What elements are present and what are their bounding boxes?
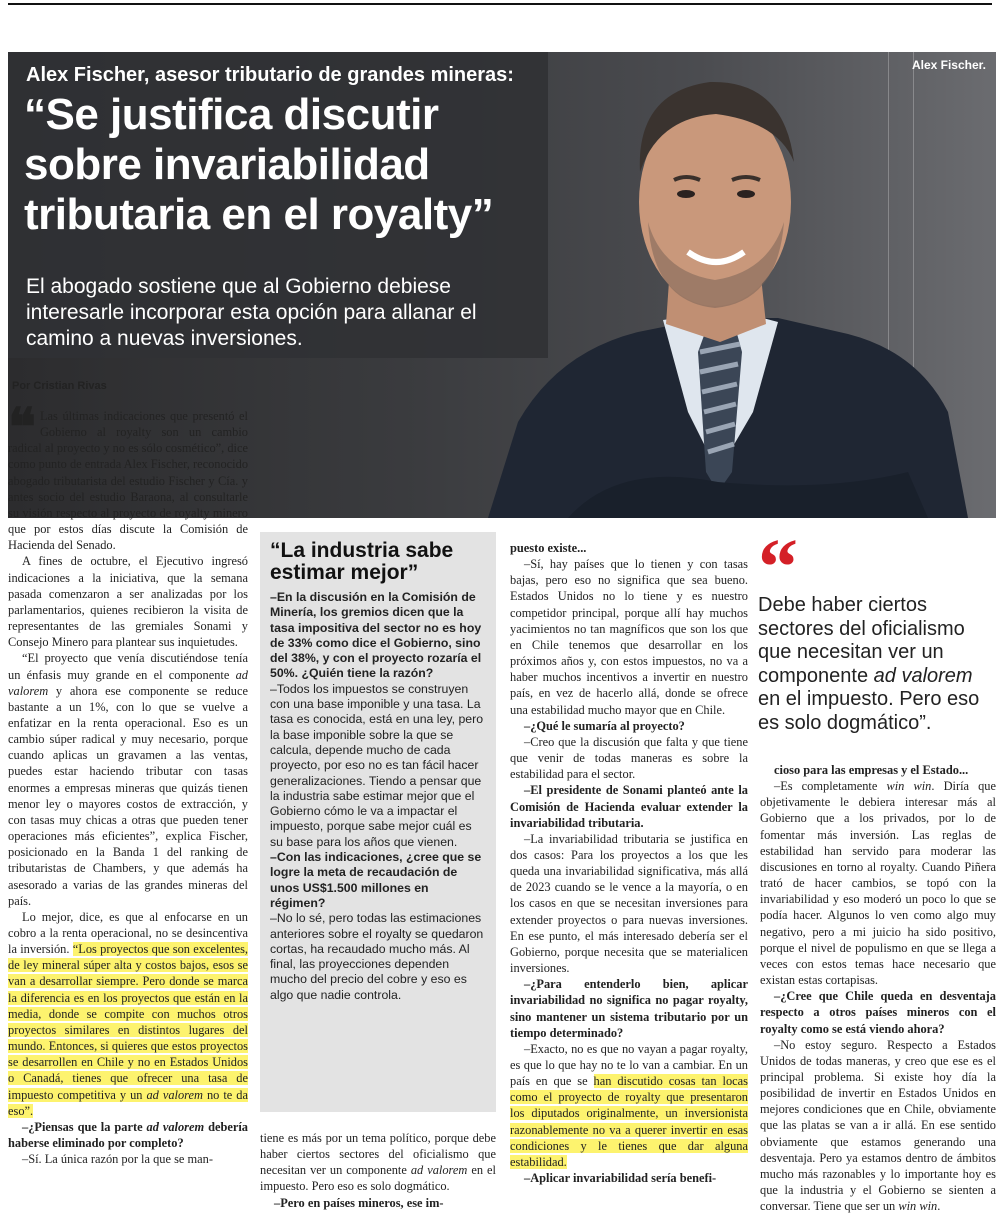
emphasis: win win: [898, 1199, 938, 1214]
interview-answer: [760, 778, 996, 988]
interview-question: –¿Cree que Chile queda en desventaja respecto a otros países mineros con el royalty como se está viendo ahora?: [760, 989, 996, 1036]
interview-question: –El presidente de Sonami planteó ante la Comisión de Hacienda evaluar extender la invariabilidad tributaria.: [510, 783, 748, 830]
question-text: –¿Piensas que la parte: [22, 1119, 147, 1134]
interview-answer: –Sí, hay países que lo tienen y con tasas bajas, pero eso no significa que sea bueno. Estados Unidos no lo tiene y es nuestro competidor principal, porque allí hay muchos yacimientos no tan magníficos que son los que en Chile tenemos que desarrollar en los próximos años y, con estos impuestos, no va a haber muchos incentivos a invertir en nuestro país, en vez de hacerlo allá, donde se ofrece una estabilidad mucho mayor que en Chile.: [510, 557, 748, 717]
top-rule: [8, 3, 992, 5]
emphasis: ad valorem: [8, 667, 248, 698]
emphasis: ad valorem: [410, 1163, 468, 1178]
paragraph-text: –Exacto, no es que no vayan a pagar royalty, es que lo que hay no te lo van a cambiar. En un país en que se: [510, 1041, 748, 1089]
article-paragraph: A fines de octubre, el Ejecutivo ingresó indicaciones a la iniciativa, que la semana pasada comenzaron a ser analizadas por los parlamentarios, quienes recibieron la visita de representantes de las gremiales Sonami y Consejo Minero para plantear sus inquietudes.: [8, 554, 248, 650]
paragraph-text: en el impuesto. Pero eso es solo dogmático.: [260, 1163, 496, 1194]
interview-question: –Pero en países mineros, ese im-: [274, 1195, 444, 1210]
interview-question: cioso para las empresas y el Estado...: [774, 763, 969, 777]
interview-question: –¿Qué le sumaría al proyecto?: [524, 718, 685, 733]
paragraph-text: y ahora ese componente se reduce bastante a un 1%, con lo que se vuelve a enfatizar en la renta operacional. Eso es un cambio súper radical y muy necesario, porque cuando aplicas un gravamen a las ventas, puedes estar haciendo tributar con tasas enormes a empresas mineras que quizás tienen menor ley o mayores costos de extracción, y con tasas muy chicas a otras que pueden tener operaciones más eficientes”, explica Fischer, posicionado en la Banda 1 del ranking de tributaristas de Chambers, y que además ha asesorado a varias de las grandes mineras del país.: [8, 683, 248, 908]
sidebar-question: –Con las indicaciones, ¿cree que se logre la meta de recaudación de unos US$1.500 millones en régimen?: [270, 850, 482, 910]
emphasis: ad valorem: [146, 1087, 203, 1102]
interview-question: –¿Para entenderlo bien, aplicar invariabilidad no significa no pagar royalty, sino mantener un sistema tributario por un tiempo determinado?: [510, 977, 748, 1040]
dek: El abogado sostiene que al Gobierno debiese interesarle incorporar esta opción para allanar el camino a nuevas inversiones.: [26, 275, 477, 350]
interview-question: [8, 1119, 248, 1151]
quote-open-icon: “: [758, 524, 798, 612]
article-column-2: [260, 1130, 496, 1211]
interview-answer: –Sí. La única razón por la que se man-: [22, 1152, 213, 1167]
emphasis: ad valorem: [873, 664, 973, 687]
paragraph-text: Lo mejor, dice, es que al enfocarse en un cobro a la renta operacional, no se desincentiva la inversión.: [8, 909, 248, 957]
article-paragraph: [8, 400, 249, 553]
pull-quote-part: en el impuesto. Pero eso es solo dogmático”.: [758, 688, 980, 734]
article-paragraph: [8, 650, 248, 909]
headline: “Se justifica discutir sobre invariabilidad tributaria en el royalty”: [24, 90, 494, 239]
sidebar-title: “La industria sabe estimar mejor”: [270, 539, 454, 584]
interview-answer: [510, 1041, 748, 1170]
paragraph-text: –Es completamente: [774, 779, 887, 794]
highlight-part: “Los proyectos que son excelentes, de ley mineral súper alta y costos bajos, esos se van a desarrollar siempre. Pero donde se marca la diferencia es en los proyectos que están en la media, donde se compite con muchos otros proyectos similares en distintos lugares del mundo. Entonces, si quieres que estos proyectos se desarrollen en Chile y no en Estados Unidos o Canadá, tienes que ofrecer una tasa de impuesto competitiva y un: [8, 942, 248, 1102]
pull-quote-part: Debe haber ciertos sectores del oficialismo que necesitan ver un componente: [758, 594, 965, 687]
article-column-4: [760, 762, 996, 1214]
photo-caption: Alex Fischer.: [911, 58, 986, 72]
highlighted-text: [8, 942, 248, 1118]
sidebar-answer: –Todos los impuestos se construyen con una base imponible y una tasa. La tasa es conocida, está en una ley, pero la base imponible sobre la que se calcula, depende mucho de cada proyecto, por eso no es tan fácil hacer generalizaciones. Tiendo a pensar que la industria sabe estimar mejor que el Gobierno cómo le va a impactar el impuesto, porque sabe mejor cuál es su base para los años que vienen.: [270, 681, 484, 849]
sidebar-body: [270, 590, 486, 1003]
emphasis: win win: [886, 779, 932, 794]
sidebar-question: –En la discusión en la Comisión de Minería, los gremios dicen que la tasa impositiva del sector no es hoy de 33% como dice el Gobierno, sino del 38%, y con el proyecto rozaría el 50%. ¿Quién tiene la razón?: [270, 590, 482, 681]
interview-answer: [760, 1037, 996, 1215]
interview-answer: [260, 1130, 496, 1195]
pull-quote: [758, 524, 994, 736]
kicker: Alex Fischer, asesor tributario de grandes mineras:: [26, 64, 514, 86]
paragraph-text: –No estoy seguro. Respecto a Estados Unidos de todas maneras, y creo que ese es el principal problema. Si existe hoy día la posibilidad de invertir en Estados Unidos en mejores condiciones que en Chile, obviamente que las platas se van a ir allá. En ese sentido obviamente que estamos generando una desventaja. Pero ya estamos dentro de ámbitos mucho más razonables y lo importante hoy es que la industria y el Gobierno se sienten a conversar. Tiene que ser un: [760, 1037, 996, 1214]
paragraph-text: . Diría que objetivamente le debiera interesar más al Gobierno que a los privados, por lo de fomentar más inversión. Las reglas de estabilidad han servido para moderar las discusiones en torno al royalty. Cuando Piñera trató de hacer cambios, se topó con la invariabilidad y eso moderó un poco lo que se podía hacer. Algunos lo ven como algo muy negativo, pero a mi juicio ha sido positivo, porque el nivel de populismo en que se llega a veces con estos temas hace necesario que existan estas cortapisas.: [760, 779, 997, 988]
quote-open-icon: ❝: [8, 400, 36, 457]
sidebar-answer: –No lo sé, pero todas las estimaciones anteriores sobre el royalty se quedaron cortas, ha recaudado mucho más. Al final, las proyecciones dependen mucho del precio del cobre y eso es algo que nadie controla.: [270, 911, 484, 1002]
headline-box: [8, 52, 548, 358]
paragraph-text: Las últimas indicaciones que presentó el Gobierno al royalty son un cambio radical al proyecto y no es sólo cosmético”, dice como punto de entrada Alex Fischer, reconocido abogado tributarista del estudio Fischer y Cía. y antes socio del estudio Baraona, al consultarle su visión respecto al proyecto de royalty minero que por estos días discute la Comisión de Hacienda del Senado.: [8, 409, 249, 553]
article-column-1: [8, 400, 249, 1167]
interview-question: puesto existe...: [510, 541, 587, 555]
paragraph-text: .: [937, 1199, 941, 1214]
sidebar-box: [260, 532, 496, 1112]
article-paragraph: [8, 909, 248, 1119]
paragraph-text: “El proyecto que venía discutiéndose tenía un énfasis muy grande en el componente: [8, 651, 248, 682]
paragraph-text: tiene es más por un tema político, porque debe haber ciertos sectores del oficialismo que necesitan ver un componente: [260, 1131, 496, 1178]
emphasis: ad valorem: [146, 1119, 205, 1134]
highlighted-text: han discutido cosas tan locas como el proyecto de royalty que presentaron los diputados originalmente, un inversionista razonablemente no va a querer invertir en esas condiciones y le tienes que dar alguna estabilidad.: [510, 1074, 748, 1169]
article-column-3: [510, 540, 748, 1186]
pull-quote-text: [758, 594, 994, 736]
interview-question: –Aplicar invariabilidad sería benefi-: [524, 1171, 717, 1186]
interview-answer: –La invariabilidad tributaria se justifica en dos casos: Para los proyectos a los que les queda una invariabilidad significativa, más allá de 2023 cuando se le vence a la mayoría, o en los casos en que se necesitan inversiones para extender proyectos o para nuevas inversiones. En ese punto, el más interesado debería ser el Gobierno, porque necesita que se materialicen inversiones.: [510, 831, 748, 976]
byline: Por Cristian Rivas: [12, 380, 107, 392]
question-text: debería haberse eliminado por completo?: [8, 1119, 248, 1151]
highlight-part: no te da eso”.: [8, 1087, 248, 1118]
interview-answer: –Creo que la discusión que falta y que tiene que venir de todas maneras es sobre la estabilidad para el sector.: [510, 734, 748, 782]
